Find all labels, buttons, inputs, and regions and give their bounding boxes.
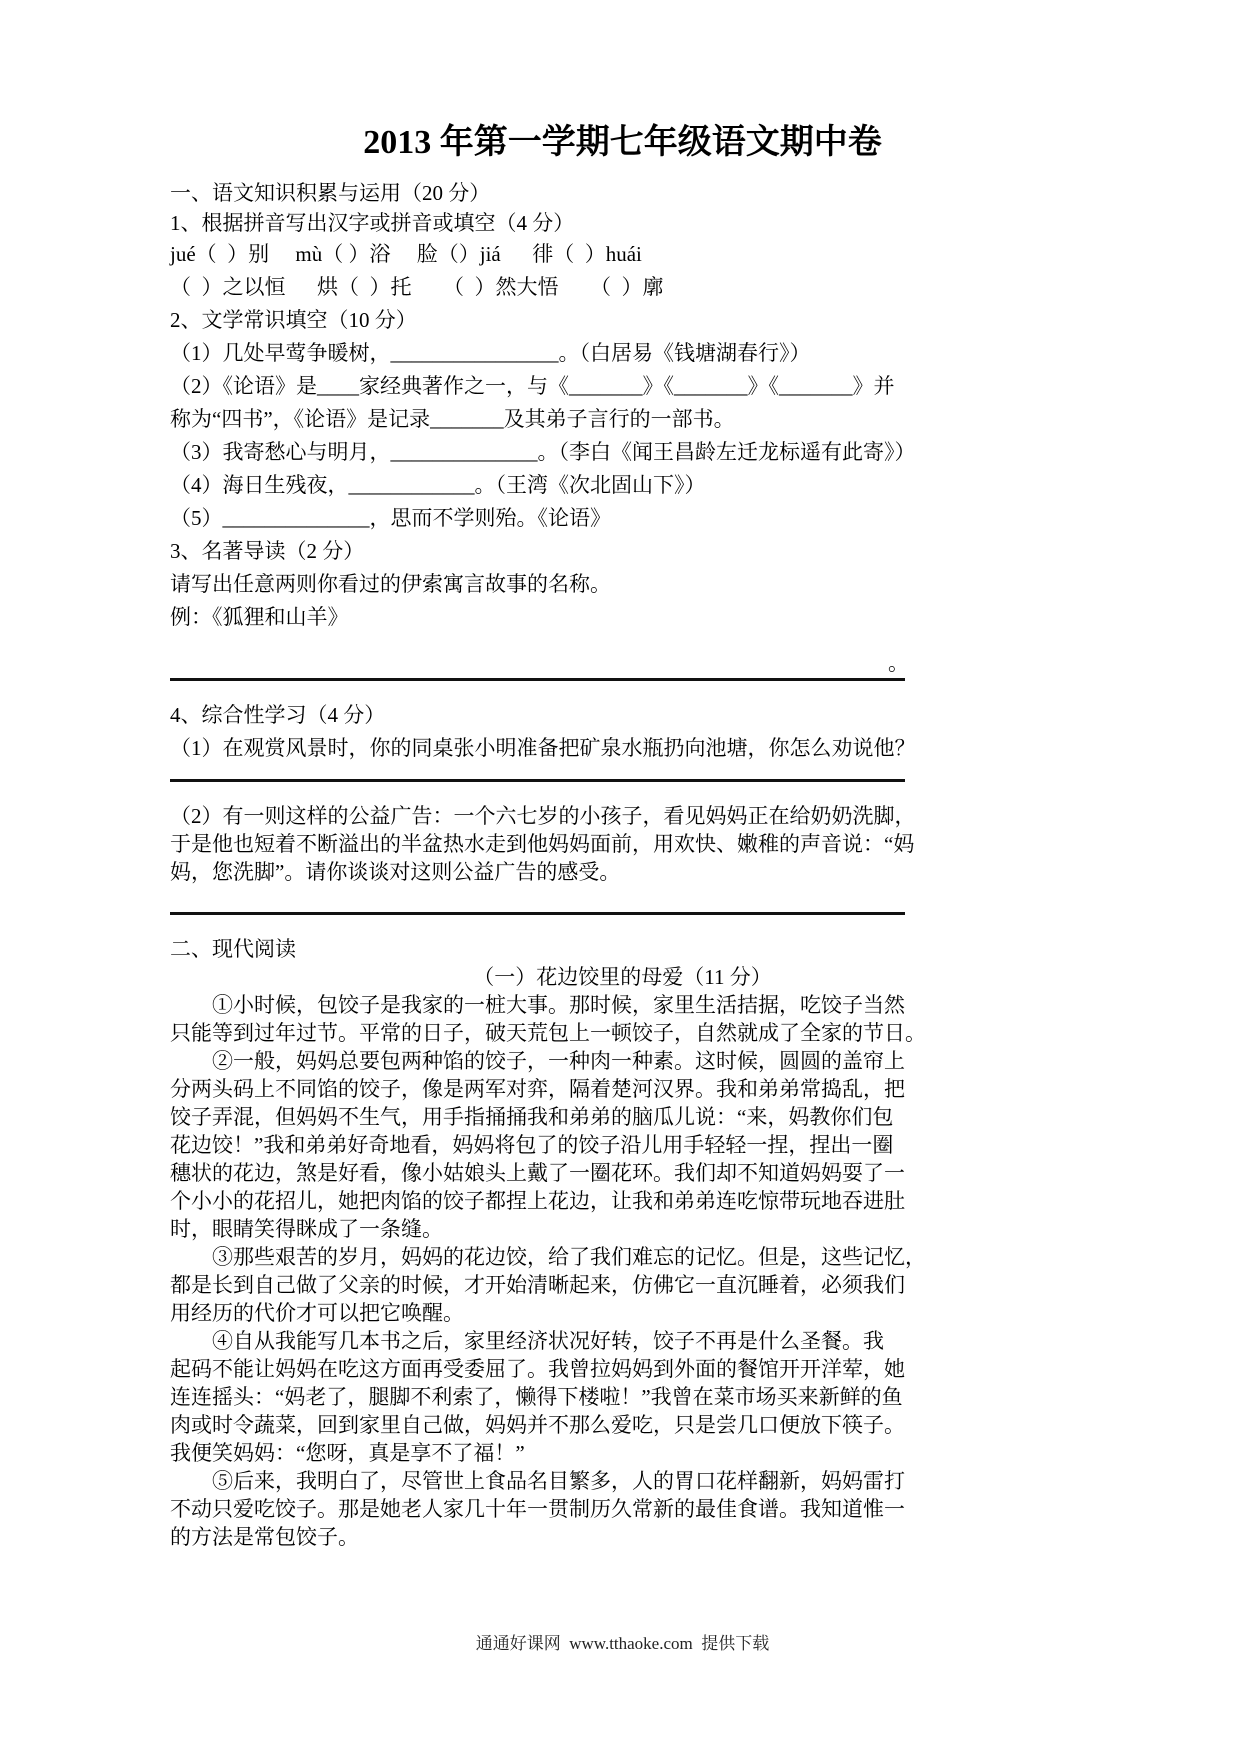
reading-passage-text-line: 肉或时令蔬菜，回到家里自己做，妈妈并不那么爱吃，只是尝几口便放下筷子。 [170,1413,905,1437]
question4-part1: （1）在观赏风景时，你的同桌张小明准备把矿泉水瓶扔向池塘，你怎么劝说他？ [170,736,916,760]
question4-part2-lines [170,802,1075,886]
section-1 [170,178,1075,915]
pinyin-line: （ ）之以恒 烘（ ）托 （ ）然大悟 （ ）廓 [170,275,664,299]
fill-in-blank-line: （4）海日生残夜，____________。（王湾《次北固山下》） [170,473,706,497]
reading-passage-text-line: 个小小的花招儿，她把肉馅的饺子都捏上花边，让我和弟弟连吃惊带玩地吞进肚 [170,1189,905,1213]
answer-line-period: 。 [888,651,909,675]
reading-passage-text-line: 连连摇头：“妈老了，腿脚不利索了，懒得下楼啦！”我曾在菜市场买来新鲜的鱼 [170,1385,903,1409]
question4-part2-text-line: 妈，您洗脚”。请你谈谈对这则公益广告的感受。 [170,860,621,884]
footer-watermark: 通通好课网 www.tthaoke.com 提供下载 [475,1634,770,1653]
fill-in-blank-line: （1）几处早莺争暖树，________________。（白居易《钱塘湖春行》） [170,341,811,365]
section2-heading: 二、现代阅读 [170,937,296,961]
reading-passage-text-line: 饺子弄混，但妈妈不生气，用手指捅捅我和弟弟的脑瓜儿说：“来，妈教你们包 [170,1105,894,1129]
question2-lines [170,337,1075,535]
reading-passage-text-line: ①小时候，包饺子是我家的一桩大事。那时候，家里生活拮据，吃饺子当然 [170,993,905,1017]
reading-passage-text-line: 不动只爱吃饺子。那是她老人家几十年一贯制历久常新的最佳食谱。我知道惟一 [170,1497,905,1521]
reading-passage-text-line: 用经历的代价才可以把它唤醒。 [170,1301,464,1325]
section1-heading: 一、语文知识积累与运用（20 分） [170,181,491,205]
question3-heading: 3、名著导读（2 分） [170,539,365,563]
reading-passage-text-line: 分两头码上不同馅的饺子，像是两军对弈，隔着楚河汉界。我和弟弟常捣乱，把 [170,1077,905,1101]
fill-in-blank-line: （5）______________，思而不学则殆。《论语》 [170,506,611,530]
reading-passage-text-line: ②一般，妈妈总要包两种馅的饺子，一种肉一种素。这时候，圆圆的盖帘上 [170,1049,905,1073]
reading-passage-text-line: 的方法是常包饺子。 [170,1525,359,1549]
page-title: 2013 年第一学期七年级语文期中卷 [363,124,882,161]
question3-text-line: 例：《狐狸和山羊》 [170,605,349,629]
reading-passage-text-line: 起码不能让妈妈在吃这方面再受委屈了。我曾拉妈妈到外面的餐馆开开洋荤，她 [170,1357,905,1381]
reading-passage-text-line: 都是长到自己做了父亲的时候，才开始清晰起来，仿佛它一直沉睡着，必须我们 [170,1273,905,1297]
question3-text-line: 请写出任意两则你看过的伊索寓言故事的名称。 [170,572,611,596]
pinyin-line: jué（ ）别 mù（ ）浴 脸（）jiá 徘（ ）huái [170,242,642,266]
reading-passage-text-line: ③那些艰苦的岁月，妈妈的花边饺，给了我们难忘的记忆。但是，这些记忆， [170,1245,926,1269]
reading-passage-lines [170,991,1075,1551]
reading-passage-text-line: 时，眼睛笑得眯成了一条缝。 [170,1217,443,1241]
fill-in-blank-line: （2）《论语》是____家经典著作之一，与《_______》《_______》《_______》并 [170,374,895,398]
question4-part2-text-line: 于是他也短着不断溢出的半盆热水走到他妈妈面前，用欢快、嫩稚的声音说：“妈 [170,832,915,856]
question1-pinyin-lines [170,238,1075,304]
answer-blank-line-2 [170,765,905,782]
reading-passage-text-line: ⑤后来，我明白了，尽管世上食品名目繁多，人的胃口花样翻新，妈妈雷打 [170,1469,905,1493]
reading-passage-title: （一）花边饺里的母爱（11 分） [473,965,772,989]
question4-part2-text-line: （2）有一则这样的公益广告：一个六七岁的小孩子，看见妈妈正在给奶奶洗脚， [170,804,916,828]
reading-passage-text-line: 我便笑妈妈：“您呀，真是享不了福！” [170,1441,525,1465]
reading-passage-text-line: ④自从我能写几本书之后，家里经济状况好转，饺子不再是什么圣餐。我 [170,1329,884,1353]
section-2 [170,935,1075,1551]
answer-blank-line-3 [170,886,905,915]
fill-in-blank-line: （3）我寄愁心与明月，______________。（李白《闻王昌龄左迁龙标遥有此寄》） [170,440,916,464]
reading-passage-text-line: 穗状的花边，煞是好看，像小姑娘头上戴了一圈花环。我们却不知道妈妈耍了一 [170,1161,905,1185]
question2-heading: 2、文学常识填空（10 分） [170,308,417,332]
fill-in-blank-line: 称为“四书”，《论语》是记录_______及其弟子言行的一部书。 [170,407,735,431]
reading-passage-text-line: 花边饺！”我和弟弟好奇地看，妈妈将包了的饺子沿儿用手轻轻一捏，捏出一圈 [170,1133,894,1157]
question3-lines [170,568,1075,634]
reading-passage-text-line: 只能等到过年过节。平常的日子，破天荒包上一顿饺子，自然就成了全家的节日。 [170,1021,926,1045]
question4-heading: 4、综合性学习（4 分） [170,703,386,727]
answer-blank-line-1 [170,634,909,681]
question1-heading: 1、根据拼音写出汉字或拼音或填空（4 分） [170,211,575,235]
